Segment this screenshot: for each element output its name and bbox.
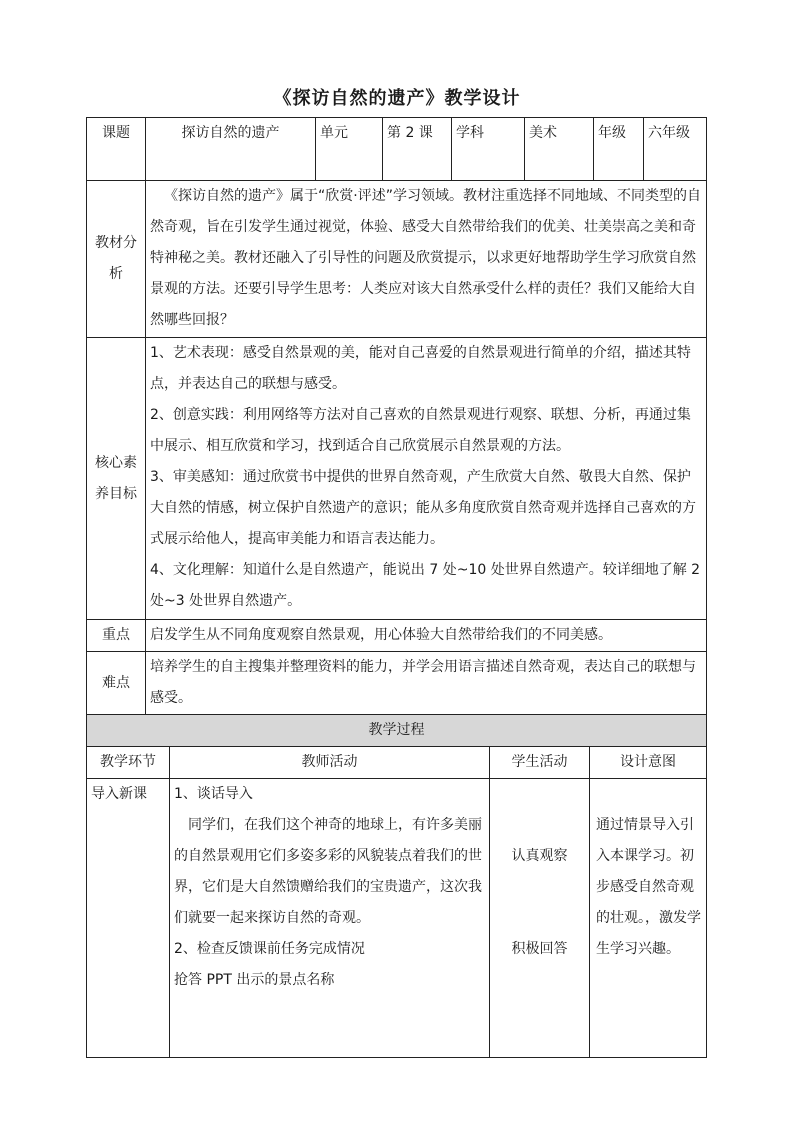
analysis-paragraph: 《探访自然的遗产》属于“欣赏·评述”学习领域。教材注重选择不同地域、不同类型的自然奇观，旨在引发学生通过视觉，体验、感受大自然带给我们的优美、壮美崇高之美和奇特神秘之美。教材还融入了引导性的问题及欣赏提示，以求更好地帮助学生学习欣赏自然景观的方法。还要引导学生思考：人类应对该大自然承受什么样的责任？我们又能给大自然哪些回报？ <box>150 188 701 328</box>
subject-value: 美术 <box>525 118 594 181</box>
lesson-value: 探访自然的遗产 <box>146 118 316 181</box>
stage-cell: 导入新课 <box>87 779 170 1058</box>
column-header: 教学环节 <box>87 747 170 779</box>
key-point-label: 重点 <box>87 620 146 652</box>
lesson-info-table <box>86 117 707 715</box>
process-table <box>86 714 707 1058</box>
difficulty-label: 难点 <box>87 652 146 715</box>
goal-item: 1、艺术表现：感受自然景观的美，能对自己喜爱的自然景观进行简单的介绍，描述其特点，并表达自己的联想与感受。 <box>150 345 691 392</box>
goal-item: 4、文化理解：知道什么是自然遗产，能说出 7 处~10 处世界自然遗产。较详细地了解 2 处~3 处世界自然遗产。 <box>150 562 701 609</box>
subject-label: 学科 <box>452 118 525 181</box>
difficulty-row <box>87 652 707 715</box>
key-point-row <box>87 620 707 652</box>
student-activity: 认真观察 <box>511 848 568 864</box>
analysis-row <box>87 181 707 338</box>
teacher-speech: 同学们，在我们这个神奇的地球上，有许多美丽的自然景观用它们多姿多彩的风貌装点着我们的世界，它们是大自然馈赠给我们的宝贵遗产，这次我们就要一起来探访自然的奇观。 <box>174 817 482 926</box>
goals-label: 核心素养目标 <box>87 338 146 620</box>
design-purpose-cell <box>590 779 707 1058</box>
column-header: 学生活动 <box>490 747 590 779</box>
teacher-step: 抢答 PPT 出示的景点名称 <box>174 972 335 988</box>
goal-item: 3、审美感知：通过欣赏书中提供的世界自然奇观，产生欣赏大自然、敬畏大自然、保护大自然的情感，树立保护自然遗产的意识；能从多角度欣赏自然奇观并选择自己喜欢的方式展示给他人，提高审美能力和语言表达能力。 <box>150 469 696 547</box>
header-row <box>87 118 707 181</box>
process-header-row <box>87 747 707 779</box>
design-purpose-text: 通过情景导入引入本课学习。初步感受自然奇观的壮观。，激发学生学习兴趣。 <box>596 817 701 957</box>
teacher-activity-cell <box>170 779 490 1058</box>
teacher-step: 1、谈话导入 <box>174 786 253 802</box>
analysis-label: 教材分析 <box>87 181 146 338</box>
analysis-text <box>146 181 707 338</box>
column-header: 教师活动 <box>170 747 490 779</box>
goals-row <box>87 338 707 620</box>
goals-text <box>146 338 707 620</box>
student-activity-cell <box>490 779 590 1058</box>
key-point-text: 启发学生从不同角度观察自然景观，用心体验大自然带给我们的不同美感。 <box>146 620 707 652</box>
teacher-step: 2、检查反馈课前任务完成情况 <box>174 941 365 957</box>
goal-item: 2、创意实践：利用网络等方法对自己喜欢的自然景观进行观察、联想、分析，再通过集中展示、相互欣赏和学习，找到适合自己欣赏展示自然景观的方法。 <box>150 407 691 454</box>
column-header: 设计意图 <box>590 747 707 779</box>
grade-label: 年级 <box>594 118 644 181</box>
process-section-title: 教学过程 <box>87 715 707 747</box>
unit-value: 第 2 课 <box>383 118 452 181</box>
student-activity: 积极回答 <box>511 941 568 957</box>
grade-value: 六年级 <box>644 118 707 181</box>
difficulty-text: 培养学生的自主搜集并整理资料的能力，并学会用语言描述自然奇观，表达自己的联想与感受。 <box>146 652 707 715</box>
document-title: 《探访自然的遗产》教学设计 <box>273 88 521 109</box>
unit-label: 单元 <box>316 118 383 181</box>
lesson-label: 课题 <box>87 118 146 181</box>
table-row <box>87 779 707 1058</box>
process-section-row <box>87 715 707 747</box>
